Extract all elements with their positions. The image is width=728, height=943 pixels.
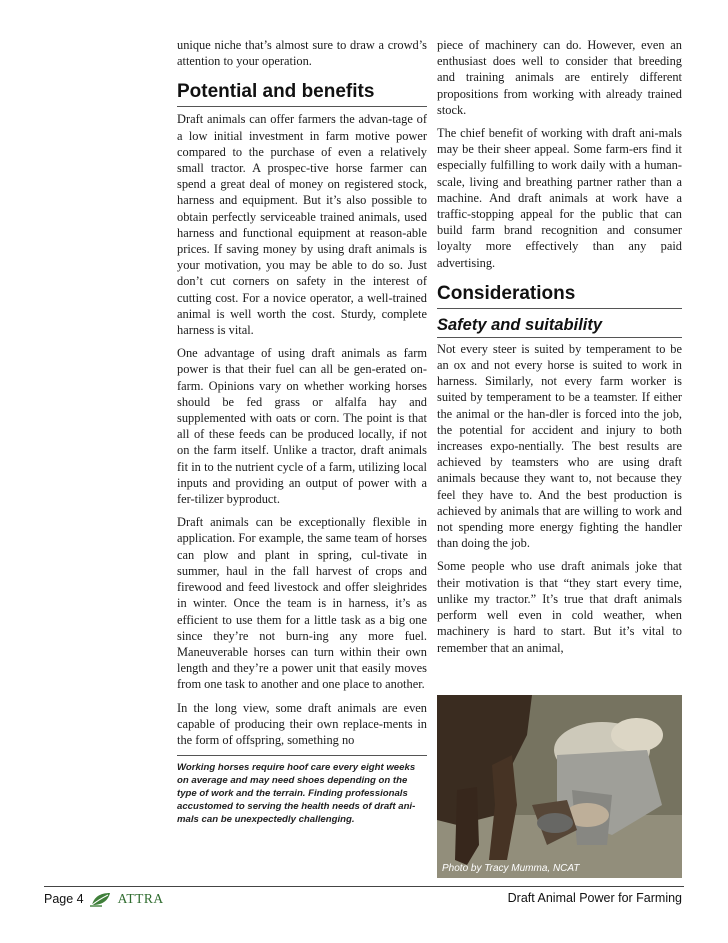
left-column — [177, 37, 427, 826]
paragraph-chief-benefit: The chief benefit of working with draft ani-mals may be their sheer appeal. Some farm-ers find it especially fulfilling to work daily with a human-scale, living and breathing partner rather than a machine. And draft animals at work have a traffic-stopping appeal for the public that can build farm brand recognition and consumer loyalty more effectively than any paid advertising. — [437, 126, 682, 270]
subheading-safety-and-suitability: Safety and suitability — [437, 315, 682, 338]
publication-title: Draft Animal Power for Farming — [507, 891, 682, 905]
paragraph-low-investment: Draft animals can offer farmers the advan-tage of a low initial investment in farm motive power compared to the purchase of even a relatively small tractor. A prospec-tive horse farmer can spend a great deal of money on registered stock, harness and equipment. But it’s also possible to obtain perfectly serviceable trained animals, used harness and functional equipment at reason-able prices. If saving money by using draft animals is your motivation, you may be able to do so. Just don’t cut corners on safety in the interest of cutting cost. For a novice operator, a well-trained animal is well worth the cost. Sturdy, complete harness is vital. — [177, 112, 427, 338]
intro-paragraph: unique niche that’s almost sure to draw a crowd’s attention to your operation. — [177, 38, 427, 69]
paragraph-temperament: Not every steer is suited by temperament to be an ox and not every horse is suited to work in harness. Similarly, not every farm worker is suited by temperament to be a teamster. If either the animal or the han-dler is forced into the job, the potential for accident and injury to both increases expo-nentially. The best results are achieved by teamsters who are using draft animals because they want to, not because they feel they have to. And the best production is achieved by animals that are willing to work and not spending more energy fighting the handler than doing the job. — [437, 341, 682, 551]
paragraph-long-view: In the long view, some draft animals are even capable of producing their own replace-ments in the form of offspring, something no — [177, 700, 427, 747]
paragraph-flexible-application: Draft animals can be exceptionally flexible in application. For example, the same team of horses can plow and plant in spring, cul-tivate in summer, haul in the fall harvest of crops and firewood and feed livestock and offer sleighrides in winter. Once the team is in harness, it’s as efficient to use them for a little task as a big one since they’re not burn-ing any more fuel. Maneuverable horses can turn within their own length and they’re a power unit that easily moves from one task to another and one place to another. — [177, 515, 427, 692]
page-number: Page 4 — [44, 892, 84, 906]
heading-considerations: Considerations — [437, 283, 682, 309]
paragraph-motivation: Some people who use draft animals joke that their motivation is that “they start every time, unlike my tractor.” It’s true that draft animals perform well even in cold weather, when machinery is hard to start. But it’s vital to remember that an animal, — [437, 559, 682, 655]
brand-name: ATTRA — [117, 891, 164, 906]
hoof-care-illustration — [437, 695, 682, 878]
paragraph-fuel-on-farm: One advantage of using draft animals as farm power is that their fuel can all be gen-erated on-farm. Opinions vary on whether working horses should be fed grass or alfalfa hay and supplemented with oats or corn. The point is that all of these feeds can be produced locally, if not on the farm itself. Unlike a tractor, draft animals fit in to the nutrient cycle of a farm, utilizing local inputs and providing an output of power with a fer-tilizer byproduct. — [177, 346, 427, 507]
photo-caption: Working horses require hoof care every eight weeks on average and may need shoes depending on the type of work and the terrain. Finding professionals accustomed to serving the health needs of draft ani-mals can be unexpectedly challenging. — [177, 762, 416, 826]
footer-left — [44, 891, 164, 907]
photo-credit: Photo by Tracy Mumma, NCAT — [442, 863, 580, 874]
attra-leaf-logo-icon — [90, 891, 112, 907]
hoof-care-photo — [437, 695, 682, 878]
photo-caption-block — [177, 755, 427, 826]
footer-rule — [44, 886, 684, 887]
paragraph-machinery: piece of machinery can do. However, even an enthusiast does well to consider that breeding and training animals are entirely different propositions from working with already trained stock. — [437, 38, 682, 117]
heading-potential-and-benefits: Potential and benefits — [177, 81, 427, 107]
right-column — [437, 37, 682, 663]
